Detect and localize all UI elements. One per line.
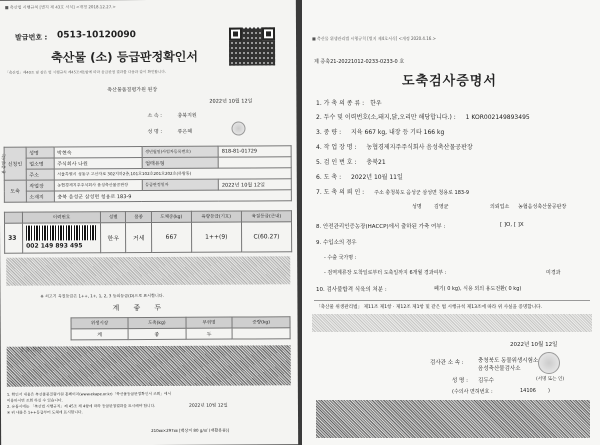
item-key: 두수 및 이력번호(소,돼지,닭,오리만 해당합니다.) :: [323, 114, 456, 121]
yield-value: 1++(9): [191, 222, 241, 252]
issue-label: 발급번호 :: [15, 33, 48, 42]
mid-label: 계 좋 두: [112, 303, 168, 313]
footnote: 1. 확인서 내용은 축산물품질평가원 홈페이지(www.ekape.or.kr)「축산물등급판정확인서 조회」에서: [6, 391, 172, 397]
cell-key: 작업장: [26, 180, 54, 191]
col-header: 육량등급(기호): [191, 211, 241, 222]
noise-pattern: [6, 256, 290, 285]
issue-date: 2022년 10월 12일: [510, 342, 558, 348]
name-value: 류은혜: [177, 128, 193, 135]
cell-value: 박현숙: [54, 147, 142, 158]
cell-value: 좋: [128, 328, 186, 339]
form-note: ■ 축산물 위생관리법 시행규칙 [별지 제4호서식] <개정 2020.4.16.>: [312, 36, 436, 41]
barcode-icon: [26, 225, 96, 240]
item-num: 6.: [316, 174, 322, 181]
cell-value: 두: [186, 328, 233, 339]
item-row: [316, 172, 403, 181]
item-row: [316, 157, 386, 166]
issue-date: 2022년 10월 12일: [209, 98, 253, 105]
weight-value: 667: [151, 222, 191, 252]
side-label: 본 증명서는: [0, 153, 7, 175]
cell-value: 2022년 10월 12일: [218, 179, 291, 190]
item-row: [316, 98, 382, 107]
cell-value: 주식회사 나원: [54, 158, 142, 169]
item-num: 7.: [316, 189, 322, 196]
haccp-label: 8. 안전관리인증농장(HACCP)에서 출하된 가축 여부 :: [316, 224, 446, 230]
cell-key: 업소명: [26, 158, 54, 169]
breed-value: 거세: [126, 222, 152, 252]
license-close: ): [548, 388, 550, 394]
item-row: [316, 187, 469, 196]
inspector-name-label: 성 명 :: [452, 378, 468, 384]
inspector-sign: (서명 또는 인): [536, 377, 565, 382]
col-header: 도축(kg): [128, 317, 186, 328]
col-header: 성별: [100, 212, 126, 223]
manager-label: 소 속 :: [147, 112, 162, 120]
col-header: 부위명: [186, 317, 233, 328]
item-row: [316, 112, 530, 121]
col-header: 위생시장: [71, 318, 128, 329]
quarantine-value: 미경과: [546, 270, 561, 276]
grade-note: ※ 쇠고기 육질등급은 1++, 1+, 1, 2, 3 등외등급(D)으로 표시합니다.: [40, 292, 164, 299]
cell-key: 주소: [26, 169, 54, 180]
noise-pattern: [7, 345, 291, 386]
quarantine-check: - 검역계류장 도착일로부터 도축일까지 6개월 경과여부 :: [324, 270, 447, 276]
quality-value: C(60.27): [241, 222, 291, 252]
item-value: 한우: [370, 100, 382, 107]
qr-code-icon: [229, 27, 275, 65]
item-key: 가 축 의 종 류 :: [323, 100, 365, 107]
client-mgr: 농협음성축산물공판장: [518, 204, 567, 210]
table-row: [4, 190, 291, 203]
item-key: 중 량 :: [323, 129, 342, 136]
paper-spec: 210㎜×297㎜ [백상지 80 g/㎡ (재활용품)]: [151, 427, 230, 433]
legal-statement: 「축산물 위생관리법」 제11조 제1항 · 제12조 제1항 및 같은 법 시행규칙 제13조에 따라 위 사실을 증명합니다.: [316, 305, 543, 310]
item-value: 1 KOR002149893495: [465, 114, 530, 121]
delivery-table: [70, 316, 290, 340]
form-note: ■ 축산법 시행규칙 [별지 제 43호 서식] <개정 2018.12.27.>: [4, 4, 116, 10]
item-num: 3.: [316, 129, 322, 136]
cell-value: 818-81-01729: [218, 146, 291, 157]
cell-key: 업태유형: [142, 157, 219, 168]
item-key: 도 축 :: [323, 174, 342, 181]
inspector-name: 김두수: [478, 378, 494, 384]
inspector-org: 충청북도 동물위생시험소: [478, 358, 539, 364]
client-name: 김영균: [434, 204, 449, 210]
client-name-label: 성명: [412, 204, 422, 210]
cell-value: [218, 157, 291, 168]
seal-stamp: [538, 352, 560, 374]
stamp-date: 2022년 10월 12일: [188, 403, 228, 409]
rejected-value: 폐기( 0 kg), 식용 외의 용도전환( 0 kg): [434, 286, 522, 292]
license-number: 14106: [520, 388, 536, 394]
trace-number: 002 149 893 495: [26, 242, 83, 250]
noise-pattern: [312, 314, 592, 332]
client-mgr-label: 의뢰업소: [490, 204, 510, 210]
col-header: 품종: [126, 211, 152, 222]
cell-key: 소재지: [26, 191, 54, 202]
slaughter-label: 도축: [4, 180, 26, 202]
item-value: 2022년 10월 11일: [351, 174, 403, 181]
item-num: 1.: [316, 100, 322, 107]
col-header: 도체중(kg): [151, 211, 191, 222]
item-num: 2.: [316, 114, 322, 121]
col-header: 중량(kg): [232, 317, 290, 328]
item-number: 33: [5, 223, 23, 253]
cell-key: 등급판정일자: [142, 179, 219, 190]
item-value: 지육 667 kg, 내장 등 기타 166 kg: [351, 129, 445, 136]
item-num: 5.: [316, 159, 322, 166]
item-num: 4.: [316, 144, 322, 151]
cell-value: 서울특별시 성동구 고산자로 302지하2층,101호102호201호202호(하왕동): [54, 168, 292, 180]
applicant-label: 신청인: [4, 147, 26, 180]
item-value: 주소 충청북도 음성군 삼성면 청용로 183-9: [374, 190, 470, 196]
page-title: 도축검사증명서: [402, 74, 497, 89]
cell-value: 충북 음성군 삼성면 청용로 183-9: [54, 190, 292, 202]
import-label: 9. 수입소의 경우: [316, 240, 357, 246]
manager-value: 충북지원: [177, 112, 197, 119]
grade-table: [4, 210, 292, 254]
cell-value: 계: [71, 329, 128, 340]
item-key: 검 인 번 호 :: [323, 159, 357, 166]
doc-number: 제 증축21-20221012-0233-0233-0 호: [314, 59, 405, 65]
haccp-value: [ ]O, [ ]X: [500, 222, 524, 228]
rejected-label: 10. 검사불합격 식육의 처분 :: [316, 287, 387, 293]
org-name: 축산물품질평가원 원장: [107, 86, 158, 94]
item-key: 작 업 장 명 :: [323, 144, 357, 151]
footnote: ※ 위 내용은 1++등급부터 도체에 표시합니다.: [6, 410, 83, 415]
intro-text: 「축산법」제40조 및 같은 법 시행규칙 제45조제1항에 따라 등급판정 결과를 다음과 같이 확인합니다.: [5, 69, 167, 75]
cell-key: 생년월일(사업자등록번호): [142, 146, 219, 157]
table-row: [5, 222, 292, 254]
name-label: 성 명 :: [147, 128, 163, 136]
inspector-org-label: 검사관 소 속 :: [430, 360, 464, 366]
item-row: [316, 127, 444, 136]
noise-pattern: [316, 400, 590, 438]
page-title: 축산물 (소) 등급판정확인서: [51, 49, 199, 65]
item-value: 충북21: [366, 159, 386, 166]
inspector-org2: 음성축산물검사소: [478, 366, 521, 372]
col-header: 이력번호: [22, 212, 100, 223]
grade-certificate: [0, 0, 298, 445]
sex-value: 한우: [101, 223, 127, 253]
applicant-table: [4, 145, 292, 203]
item-value: 농협경제지주주식회사 음성축산물공판장: [366, 144, 473, 151]
inspection-certificate: [302, 0, 600, 445]
trace-cell: [23, 223, 101, 253]
item-key: 도 축 의 뢰 인 :: [323, 189, 365, 196]
issue-number: 0513-10120090: [56, 30, 136, 41]
footnote: 이용하시면 조회 하실 수 있습니다.: [6, 398, 63, 403]
item-row: [316, 142, 473, 151]
export-country: - 수출 국가명 :: [324, 255, 357, 261]
cell-value: 농협경제지주주식회사 음성축산물공판장: [54, 180, 142, 191]
col-header: 육질등급(근내): [241, 211, 291, 222]
table-row: [71, 328, 290, 340]
seal-stamp: [231, 121, 245, 135]
cell-key: 성명: [26, 147, 54, 158]
license-label: (수의사 면허번호 :: [452, 389, 493, 395]
footnote: 2. 유통시에는 「축산법 시행규칙」제 45조 제 4항에 따라 등급판정결과를 표시해야 합니다.: [6, 403, 156, 409]
